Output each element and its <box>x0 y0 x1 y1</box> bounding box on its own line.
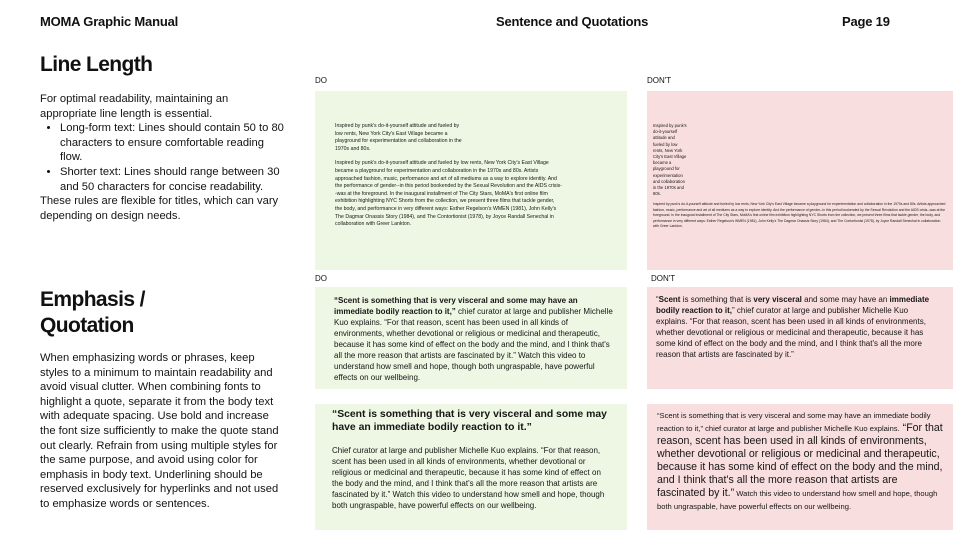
dont2-large: “For that reason, scent has been used in all kinds of environments, whether devotional or religious or medicinal and therapeutic, because it has some kind of effect on the body and the mind, and I think that's all the more reason that artists are fascinated by it.” <box>657 422 943 499</box>
bullet-shorter-text: • Shorter text: Lines should range between 30 and 50 characters for concise readability. <box>60 165 285 194</box>
emphasis-body: When emphasizing words or phrases, keep styles to a minimum to maintain readability and avoid visual clutter. When combining fonts to highlight a quote, separate it from the body text with adequate spacing. Use bold and increase the font size sufficiently to make the quote stand out clearly. Refrain from using multiple styles for the same purpose, and avoid using color for emphasis in body text. Underlining should be reserved exclusively for hyperlinks and not used to emphasize words or sentences. <box>40 352 279 510</box>
dont2-small-2: Watch this video to understand how smell and hope, though both ungraspable, have powerful effects on our wellbeing. <box>657 489 938 511</box>
do-label-line-length: DO <box>315 76 327 85</box>
line-length-do-panel <box>315 91 627 270</box>
do1-quote: “Scent is something that is very visceral and some may have an immediate bodily reaction to it,” <box>334 296 578 316</box>
line-length-bullets <box>40 121 285 194</box>
do-short-measure-paragraph: Inspired by punk's do-it-yourself attitude and fueled by low rents, New York City's East Village became a playground for experimentation and collaboration in the 1970s and 80s. <box>335 123 462 152</box>
line-length-closing: These rules are flexible for titles, which can vary depending on design needs. <box>40 195 279 222</box>
do2-body: Chief curator at large and publisher Michelle Kuo explains. “For that reason, scent has been used in all kinds of environments, whether devotional or religious or medicinal and therapeutic, because it has some kind of effect on the body and the mind, and I think that's all the more reason that artists are fascinated by it.” Watch this video to understand how smell and hope, though both ungraspable, have powerful effects on our wellbeing. <box>332 446 605 510</box>
emphasis-dont-panel-1 <box>647 287 953 389</box>
bullet-long-form: • Long-form text: Lines should contain 50 to 80 characters to ensure comfortable reading flow. <box>60 121 285 165</box>
emphasis-heading-line1: Emphasis / <box>40 288 145 311</box>
emphasis-dont-panel-2 <box>647 404 953 530</box>
dont1-bold-1: Scent <box>658 295 681 304</box>
do2-quote: “Scent is something that is very visceral and some may have an immediate bodily reaction to it.” <box>332 409 607 433</box>
emphasis-do-panel-1 <box>315 287 627 389</box>
dont2-paragraph <box>657 409 943 513</box>
dont1-paragraph <box>656 294 941 360</box>
dont2-small-1: “Scent is something that is very visceral and some may have an immediate bodily reaction to it,” chief curator at large and publisher Michelle Kuo explains. <box>657 411 931 433</box>
dont1-open-quote: “ <box>656 295 659 304</box>
emphasis-heading-line2: Quotation <box>40 314 134 337</box>
dont-label-line-length: DON'T <box>647 76 672 85</box>
page-number: Page 19 <box>842 14 890 29</box>
line-length-dont-panel <box>647 91 953 270</box>
dont1-text-2: and some may have an <box>801 295 890 304</box>
manual-title: MOMA Graphic Manual <box>40 14 179 29</box>
do1-paragraph <box>334 295 615 383</box>
line-length-section <box>40 52 285 223</box>
dont-narrow-measure-paragraph: Inspired by punk's do-it-yourself attitude and fueled by low rents, New York City's East Village became a playground for experimentation and collaboration in the 1970s and 80s. <box>653 123 687 197</box>
do1-rest: chief curator at large and publisher Michelle Kuo explains. “For that reason, scent has been used in all kinds of environments, whether devotional or religious or medicinal and therapeutic, because it has some kind of effect on the body and the mind, and I think that's all the more reason that artists are fascinated by it.” Watch this video to understand how smell and hope, though both ungraspable, have powerful effects on our wellbeing. <box>334 307 613 382</box>
do-long-measure-paragraph: Inspired by punk's do-it-yourself attitude and fueled by low rents, New York City's East Village became a playground for experimentation and collaboration in the 1970s and 80s. Artists approached fashion, music, performance and art of all mediums as a way to explore identity. And the performance of gender--in this period bookended by the Sexual Revolution and the AIDS crisis--was at the foreground. In the inaugural installment of The City Stars, MoMA's first online film exhibition highlighting NYC Shorts from the collection, we present three films that tackle gender, the body, and performance in very different ways: Esther Regelson's WMEN (1981), John Kelly's The Dagmar Onassis Story (1984), and The Contortionist (1978), by Joyce Randall Senechal in collaboration with Greer Lankton. <box>335 160 562 228</box>
line-length-heading: Line Length <box>40 53 153 76</box>
dont1-text-3: ” chief curator at large and publisher Michelle Kuo explains. “For that reason, scent has been used in all kinds of environments, whether devotional or religious or medicinal and therapeutic, because it has some kind of effect on the body and the mind, and I think that's all the more reason that artists are fascinated by it.” <box>656 306 926 359</box>
emphasis-do-panel-2 <box>315 404 627 530</box>
do-label-emphasis: DO <box>315 274 327 283</box>
dont1-text-1: is something that is <box>680 295 754 304</box>
emphasis-section <box>40 287 285 512</box>
dont-wide-measure-paragraph: Inspired by punk's do-it-yourself attitude and fueled by low rents, New York City's East Village became a playground for experimentation and collaboration in the 1970s and 80s. Artists approached fashion, music, performance and art of all mediums as a way to explore identity. And the performance of gender--in this period bookended by the Sexual Revolution and the AIDS crisis--was at the foreground. In the inaugural installment of The City Stars, MoMA's first online film exhibition highlighting NYC Shorts from the collection, we present three films that tackle gender, the body, and performance in very different ways: Esther Regelson's WMEN (1981), John Kelly's The Dagmar Onassis Story (1984), and The Contortionist (1978), by Joyce Randall Senechal in collaboration with Greer Lankton. <box>653 202 946 229</box>
line-length-intro: For optimal readability, maintaining an appropriate line length is essential. <box>40 93 229 120</box>
dont-label-emphasis: DON'T <box>651 274 676 283</box>
dont1-bold-2: very visceral <box>753 295 802 304</box>
section-title: Sentence and Quotations <box>496 14 649 29</box>
dont1-bold-3: immediate bodily reaction to it, <box>656 295 930 315</box>
